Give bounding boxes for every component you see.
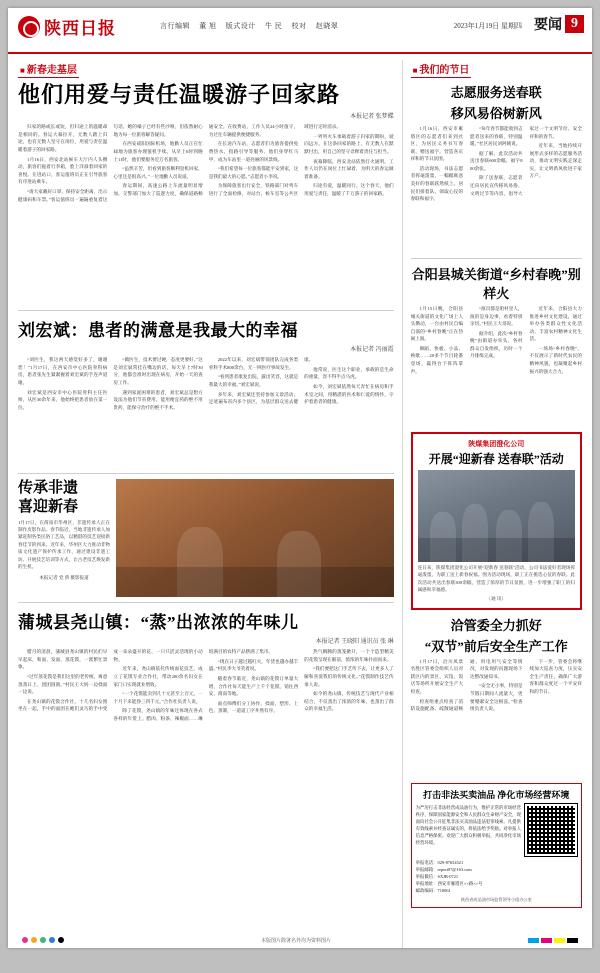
steam-p5: 除了花馍，尧山镇的年味还体现在各式各样的年货上。腊肉、粉条、辣椒面……琳琅满目的农特产品摆满了集市。 <box>113 649 274 721</box>
lead-p2: “请大家戴好口罩，保持安全距离，出示健康码和车票。”客运值班员一遍遍重复着这句话。她的嗓子已经有些沙哑，但依然耐心地为每一位旅客解答疑问。 <box>18 124 203 202</box>
heritage-photo <box>116 479 394 597</box>
doc-p8: 如今，刘宏斌依然每天奔忙在病房和手术室之间，用精湛的医术和仁爱的情怀，守护着患者的健康。 <box>304 384 394 405</box>
s2-p3: 据介绍，此次“乡村春晚”由街道办牵头，各村群众自发组织，历时一个月排练完成。 <box>470 330 523 359</box>
ad-contact-4: 邮政编码：710061 <box>415 887 451 893</box>
ad-contact-1: 举报邮箱：report07@163.com <box>415 866 472 872</box>
doc-p1: 刘宏斌是西安市中心医院骨科主任医师，从医30余年来，他始终把患者放在第一位。 <box>18 389 108 410</box>
featured-box <box>411 432 582 610</box>
doc-p4: 2022年以来，刘宏斌带领团队完成各类骨科手术800余台，无一例医疗事故发生。 <box>208 357 299 370</box>
divider-2 <box>18 473 394 474</box>
story3-headline-line2: “双节”前后安全生产工作 <box>424 638 568 654</box>
steam-p3: 近年来，尧山镇依托传统面花技艺，成立了花馍专业合作社，带动200余名妇女在家门口实现就业增收。 <box>113 666 203 687</box>
lead-p5: 春运期间，高速公路上车流量明显增加。交警部门加大了巡逻力度，确保道路畅通安全。在收费站，工作人员24小时值守，为过往车辆提供便捷服务。 <box>113 124 299 196</box>
doc-p3: 遇到家庭困难的患者，刘宏斌总是想方设法为他们节省费用。能用便宜药的绝不用贵药，能保守治疗的绝不手术。 <box>113 389 203 410</box>
story3-body <box>411 658 582 778</box>
s3-p2: “安全无小事，特别是节假日期间人流量大，更要绷紧安全这根弦。”检查组负责人说。 <box>470 683 523 712</box>
ad-contact-2: 举报微信：SXJB-0721 <box>415 873 459 879</box>
lead-p8: 为保障旅客出行安全，铁路部门对列车进行了全面检修，对站台、候车室等公共区域进行定时消杀。 <box>208 124 341 196</box>
steam-p2: 在尧山镇的花馍合作社，十几名妇女围坐在一起，手中的面团在她们灵巧的手中变成一朵朵盛开的花、一只只活灵活现的小动物。 <box>18 649 203 712</box>
bar-black <box>567 938 578 943</box>
lead-kicker <box>18 61 79 78</box>
doc-p7: 他常说，医生这个职业，承载的是生命的重量，容不得半点马虎。 <box>304 366 394 380</box>
steam-p0: 腊月的清晨，蒲城县尧山镇的村民们早早起床，和面、发面、蒸花馍，一派繁忙景象。 <box>18 649 108 670</box>
steam-p6: “现在日子越过越红火，年货也越办越丰盛。”村民李大爷笑着说。 <box>208 658 299 672</box>
story3-headline-line1: 洽管委全力抓好 <box>450 617 542 633</box>
masthead <box>8 8 592 54</box>
doctor-byline: 本报记者 冯丽霞 <box>350 347 394 354</box>
lead-p7: “我们希望每一位旅客都能平安到家，这是我们最大的心愿。”志愿者小李说。 <box>208 166 299 179</box>
s1-p5: 近年来，当地持续开展形式多样的志愿服务活动，推动文明实践走深走实，让文明新风吹进千家万户。 <box>529 143 582 179</box>
footer-note: 本版图片除署名外均为资料图片 <box>260 938 331 944</box>
s1-p4: 除了送春联，志愿者还向居民宣传移风易俗、文明过节等内容，倡导大家过一个文明节俭、安全祥和的春节。 <box>470 126 582 196</box>
lead-p0: 归家的路或长或短，但归途上的温暖却是相同的。春运大幕拉开，无数人踏上归途，也有无数人坚守在岗位，用爱与责任温暖着游子的回家路。 <box>18 124 108 153</box>
kicker-deco-icon: ■ <box>20 66 25 75</box>
color-bars <box>528 938 578 943</box>
featured-subtitle: 陕煤集团澄化公司 <box>468 440 525 448</box>
doc-p5: “看到患者康复出院，露出笑容，这就是我最大的幸福。”刘宏斌说。 <box>208 374 299 388</box>
newspaper-page <box>8 8 592 948</box>
s1-p2: “每年春节都能收到志愿者送来的春联，特别温暖。”社区居民刘阿姨说。 <box>470 126 523 147</box>
steam-byline: 本报记者 王晓阳 通讯员 张 琳 <box>315 639 394 646</box>
lead-p11: 归途有爱，温暖同行。这个春天，他们用爱与责任，温暖了千万游子的回家路。 <box>304 183 394 196</box>
lead-body <box>18 123 394 305</box>
steam-p10: “我们要把这门手艺传下去，让更多人了解和喜爱我们的传统文化。”花馍制作技艺传承人说。 <box>304 666 394 687</box>
bar-yellow <box>554 938 565 943</box>
credit-1: 董 旭 <box>199 22 217 30</box>
featured-caption: 连日来，陕煤集团澄化公司开展“迎新春 送春联”活动，公司书法爱好者现场挥毫泼墨，为职工送上新春祝福。图为活动现场，职工正在挑选心仪的春联。此次活动共送出春联300余幅，营造了浓厚的节日氛围，进一步增强了职工的归属感和幸福感。 <box>417 565 575 593</box>
heritage-feature <box>18 479 394 597</box>
notice-ad <box>411 783 582 908</box>
qr-code-icon[interactable] <box>525 804 577 856</box>
credit-3: 牛 民 <box>265 22 283 30</box>
featured-title: 开展“迎新春 送春联”活动 <box>428 452 564 466</box>
ad-contact-0: 举报电话：029-87654321 <box>415 859 464 865</box>
divider-3 <box>18 602 394 603</box>
photo-table <box>418 538 575 562</box>
s1-p0: 1月16日，西安市雁塔区的志愿者们来到社区，为居民义务书写春联、赠送福字，营造喜庆祥和的节日氛围。 <box>410 126 464 162</box>
heritage-title-line2: 喜迎新春 <box>18 499 79 516</box>
publication-date: 2023年1月19日 星期四 <box>453 22 522 30</box>
heritage-caption: 1月17日，在渭南市华州区，非遗传承人正在制作皮影作品。春节临近，当地非遗传承人加紧赶制各类民俗工艺品，以精湛的技艺迎接新春佳节的到来。近年来，华州区大力推动非物质文化遗产保护传承工作，通过建设非遗工坊、开展技艺培训等方式，让古老技艺焕发新的生机。 <box>18 519 110 569</box>
s3-p3: 下一步，管委会将继续加大巡查力度，压实安全生产责任，确保广大游客和群众度过一个平安祥和的节日。 <box>529 658 582 695</box>
lead-headline: 他们用爱与责任温暖游子回家路 <box>18 82 341 107</box>
newspaper-logo <box>18 14 116 39</box>
doc-p0: “刘医生，我这两天感觉好多了，谢谢您！”1月17日，在西安市中心医院骨科病房，患者张先生紧紧握着刘宏斌的手连声道谢。 <box>18 357 108 386</box>
page-footer <box>8 932 592 948</box>
dot-4 <box>58 937 64 943</box>
s2-p2: “演员都是咱村里人，演的是身边事，看着特别亲切。”村民王大哥说。 <box>470 306 523 327</box>
masthead-credits <box>160 21 345 31</box>
s2-p1: 舞蹈、快板、小品、秧歌……20多个节目轮番登场，赢得台下阵阵掌声。 <box>410 345 464 374</box>
divider-1 <box>18 310 394 311</box>
credit-4: 校对 <box>291 22 307 30</box>
page-number: 9 <box>565 15 584 33</box>
credit-2: 版式设计 <box>225 22 256 30</box>
s2-p0: 1月15日晚，合阳县城关街道的文化广场上人头攒动，一台由村民自编自演的“乡村春晚”正在热闹上演。 <box>410 306 464 342</box>
doc-p6: 多年来，刘宏斌还坚持参加义诊活动，足迹遍布省内多个县区，为基层群众送去健康。 <box>208 357 314 405</box>
story1-body <box>411 125 582 253</box>
heritage-credit: 本报记者 党 骄 摄影报道 <box>39 575 89 581</box>
lead-p9: 一列列火车承载着游子归家的期盼，驶向远方。在这条回家的路上，有无数人在默默付出，用自己的坚守诠释着责任与担当。 <box>304 133 394 155</box>
steam-p8: 面点师傅们分工协作，揉面、塑形、上色、蒸制，一道道工序井然有序。 <box>208 700 299 714</box>
sun-logo-icon <box>18 16 40 38</box>
lead-byline: 本报记者 张梦蝶 <box>350 114 394 121</box>
credit-0: 言行编辑 <box>160 22 190 30</box>
steam-p4: “一个花馍能卖到几十元甚至上百元，一个月下来能挣三四千元。”合作社负责人说。 <box>113 691 203 704</box>
ad-text: 为严厉打击非法经营成品油行为，维护正常的市场经营秩序，保障国家能源安全和人民群众生命财产安全，现面向社会公开征集非法买卖油品违法犯罪线索。凡提供有效线索并经查证属实的，将依法给予奖励。对举报人信息严格保密。欢迎广大群众积极举报，共同净化市场经营环境。 <box>415 804 521 845</box>
bar-magenta <box>541 938 552 943</box>
lead-p10: 夜幕降临，西安北站依然灯火通明。工作人员仍在岗位上忙碌着，为明天的春运做着准备。 <box>304 158 394 179</box>
s2-p4: 近年来，合阳县大力推进乡村文化建设，通过举办各类群众性文化活动，丰富农村精神文化生活。 <box>529 306 582 342</box>
story2-body <box>411 305 582 427</box>
ad-footer: 陕西省成品油市场监管领导小组办公室 <box>460 896 532 902</box>
s2-p5: 一场场“乡村春晚”，不仅展示了新时代农民的精神风貌，也凝聚起乡村振兴的强大合力。 <box>529 345 582 374</box>
steam-headline: 蒲城县尧山镇：“蒸”出浓浓的年味儿 <box>18 613 299 633</box>
steam-p1: “过年蒸花馍是我们这里的老传统，寓意蒸蒸日上、团团圆圆。”村民王大妈一边揉面一边说。 <box>18 674 108 695</box>
page-content <box>8 54 592 948</box>
s3-p0: 1月17日，洽川风景名胜区管委会组织人员对辖区内的景区、宾馆、饭店等场所开展安全生产大检查。 <box>410 658 464 695</box>
lead-p1: 1月16日，西安北站候车大厅内人头攒动，旅客们拖着行李箱，脸上洋溢着回家的喜悦。在进站口，客运值班员正在引导旅客有序进站乘车。 <box>18 156 108 185</box>
s1-p1: 活动现场，书法志愿者挥毫泼墨，一幅幅寓意美好的春联跃然纸上。居民们排着队，领取心仪的春联和福字。 <box>410 165 464 202</box>
right-kicker-deco-icon: ■ <box>412 66 418 75</box>
bar-cyan <box>528 938 539 943</box>
steam-p7: 随着春节临近，尧山镇的花馍订单量大增，合作社每天能生产上千个花馍，销往西安、渭南等地。 <box>208 676 299 697</box>
story2-headline: 合阳县城关街道“乡村春晚”别样火 <box>411 267 581 301</box>
featured-credit: （通 讯） <box>486 596 507 602</box>
divider-r1 <box>411 258 582 259</box>
dot-0 <box>22 937 28 943</box>
steam-p11: 如今的尧山镇，传统技艺与现代产业相结合，不仅蒸出了浓浓的年味，也蒸出了群众的幸福生活。 <box>304 691 394 712</box>
steam-body <box>18 648 394 844</box>
story1-headline-line1: 志愿服务送春联 <box>450 85 542 100</box>
right-kicker <box>411 61 472 78</box>
doc-p2: “做医生，技术要过硬，态度更要好。”这是刘宏斌常挂在嘴边的话。每天早上7时30分，他都会准时出现在病房，开始一天的查房工作。 <box>113 357 203 386</box>
newspaper-title: 陕西日报 <box>44 19 116 38</box>
section-name: 要闻 <box>534 18 562 33</box>
credit-5: 赵晓翠 <box>315 22 339 30</box>
ad-contact-3: 举报地址：西安市雁塔区××路××号 <box>415 880 483 886</box>
right-kicker-label: 我们的节日 <box>419 65 470 76</box>
lead-p6: 在长途汽车站，志愿者们为旅客提供免费热水、指路引导等服务。他们身穿红马甲，成为车站里一道亮丽的风景线。 <box>208 141 299 162</box>
steam-p9: 热气腾腾的蒸笼掀开，一个个造型精美的花馍呈现在眼前，浓浓的年味扑面而来。 <box>304 649 394 662</box>
registration-dots <box>22 937 64 943</box>
photo-foreground <box>116 567 394 598</box>
dot-1 <box>31 937 37 943</box>
s1-p3: 据了解，此次活动共送出春联600余幅、福字800余张。 <box>470 150 523 171</box>
story1-headline-line2: 移风易俗树新风 <box>450 106 542 121</box>
heritage-title-line1: 传承非遗 <box>18 480 79 497</box>
right-column <box>403 60 582 948</box>
lead-p4: “虽然辛苦，但看到旅客顺利登机回家，心里还是很高兴。”一位地勤人员说道。 <box>113 166 203 179</box>
section-marker <box>534 14 584 34</box>
left-column <box>18 60 403 948</box>
dot-3 <box>49 937 55 943</box>
doctor-headline: 刘宏斌：患者的满意是我最大的幸福 <box>18 321 298 341</box>
lead-p3: 在西安咸阳国际机场，地勤人员正在忙碌地为旅客办理值机手续。从早上6时到晚上11时，他们要服务近万名旅客。 <box>113 141 203 162</box>
doctor-body <box>18 356 394 468</box>
heritage-text-block <box>18 479 110 597</box>
dot-2 <box>40 937 46 943</box>
ad-title: 打击非法买卖油品 净化市场经营环境 <box>423 789 570 800</box>
lead-kicker-label: 新春走基层 <box>26 65 77 76</box>
s3-p1: 检查组重点检查了消防设施配备、疏散通道畅通、用电用气安全等情况，对发现的问题现场下达整改通知书。 <box>410 658 523 712</box>
featured-photo <box>418 470 575 562</box>
